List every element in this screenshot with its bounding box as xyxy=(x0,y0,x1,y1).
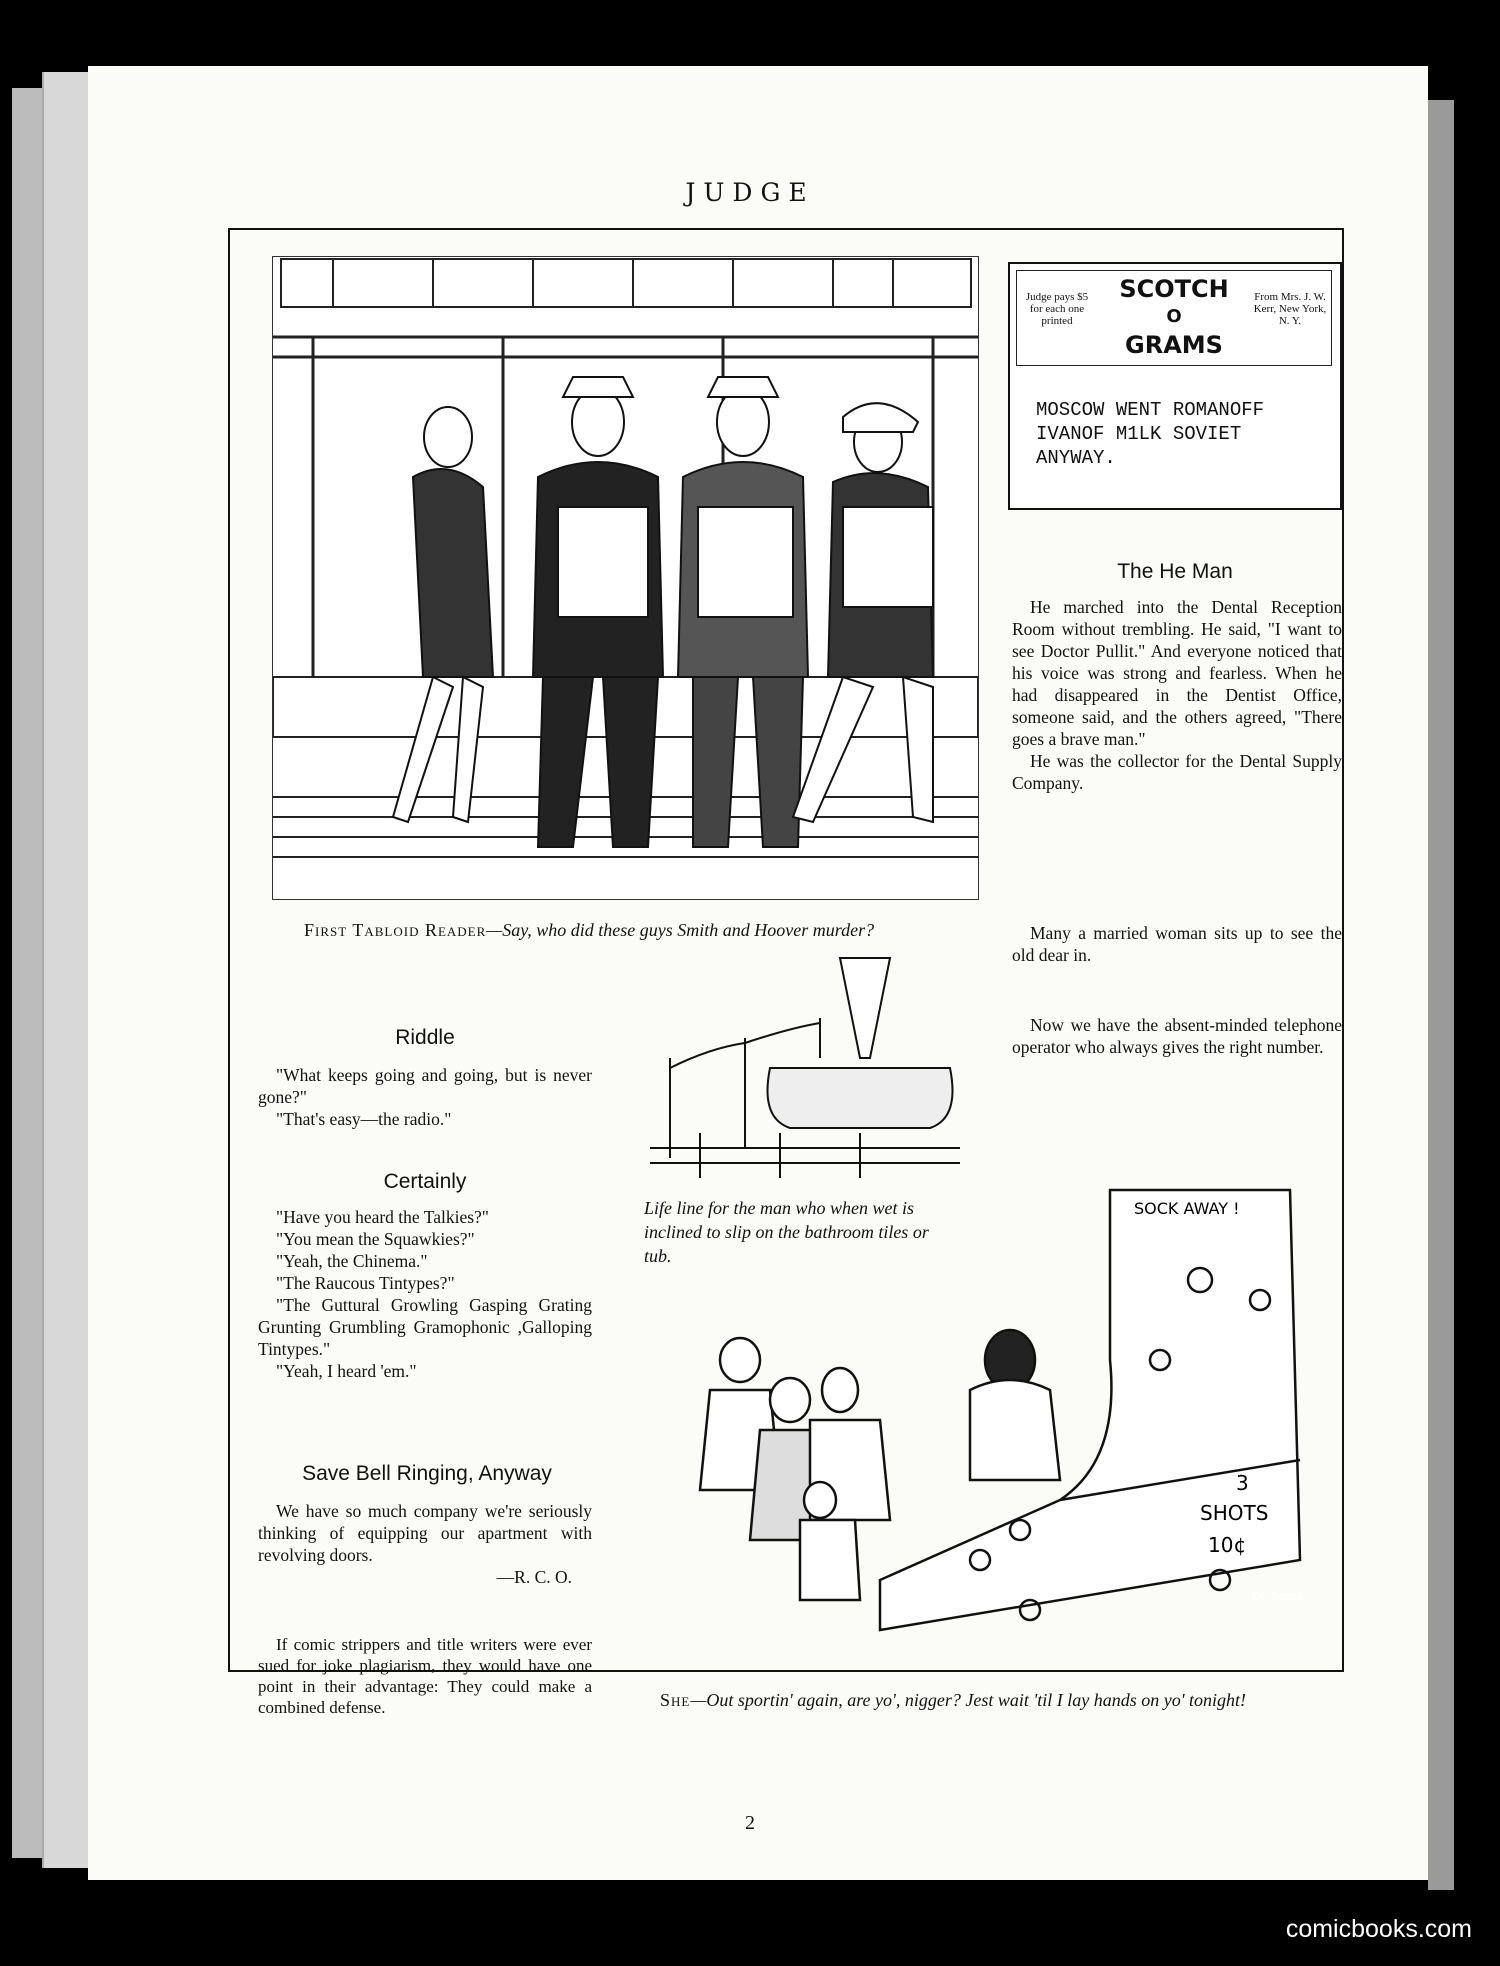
certainly-line: "Yeah, the Chinema." xyxy=(276,1251,428,1271)
riddle-text xyxy=(258,1064,592,1130)
message-line: IVANOF M1LK SOVIET xyxy=(1036,423,1242,445)
married-woman-text: Many a married woman sits up to see the old dear in. xyxy=(1012,923,1342,965)
bell-ringing-body: We have so much company we're seriously thinking of equipping our apartment with revolving doors. xyxy=(258,1501,592,1565)
scotch-o-grams-header xyxy=(1016,270,1332,366)
telephone-text: Now we have the absent-minded telephone operator who always gives the right number. xyxy=(1012,1015,1342,1057)
certainly-line: "Yeah, I heard 'em." xyxy=(276,1361,417,1381)
subway-caption-line: —Say, who did these guys Smith and Hoover murder? xyxy=(486,920,875,940)
sock-away-sign: SOCK AWAY ! xyxy=(1134,1199,1240,1218)
bell-ringing-signature: —R. C. O. xyxy=(496,1567,572,1587)
bathtub-cartoon-drawing xyxy=(640,948,970,1178)
message-line: MOSCOW WENT ROMANOFF xyxy=(1036,399,1265,421)
comic-strippers-text: If comic strippers and title writers were ever sued for joke plagiarism, they would have one point in their advantage: They could make a combined defense. xyxy=(258,1635,592,1717)
bell-ringing-title: Save Bell Ringing, Anyway xyxy=(302,1462,552,1485)
certainly-line: "The Raucous Tintypes?" xyxy=(276,1273,455,1293)
sock-away-price-line2: SHOTS xyxy=(1200,1501,1269,1525)
scotch-o-grams-box xyxy=(1008,262,1342,510)
telephone-joke xyxy=(1012,1014,1342,1058)
page-number: 2 xyxy=(745,1812,755,1834)
scotch-o-grams-right-note: From Mrs. J. W. Kerr, New York, N. Y. xyxy=(1253,291,1327,327)
scotch-o-grams-logo-line1: SCOTCH xyxy=(1119,275,1229,303)
sock-away-caption-line: —Out sportin' again, are yo', nigger? Jest wait 'til I lay hands on yo' tonight! xyxy=(690,1690,1247,1710)
subway-caption-speaker: First Tabloid Reader xyxy=(304,920,487,940)
sock-away-cartoon xyxy=(640,1160,1330,1660)
bathtub-cartoon xyxy=(640,948,970,1178)
magazine-title: JUDGE xyxy=(685,178,815,207)
certainly-text xyxy=(258,1206,592,1382)
next-page-edge xyxy=(1428,100,1454,1890)
sock-away-artist: Dr. Seuss xyxy=(1252,1590,1304,1603)
riddle-line: "What keeps going and going, but is never gone?" xyxy=(258,1065,592,1107)
subway-cartoon xyxy=(272,256,979,900)
sock-away-price-line3: 10¢ xyxy=(1208,1533,1247,1557)
watermark: comicbooks.com xyxy=(1285,1915,1472,1943)
comic-strippers-joke xyxy=(258,1634,592,1718)
scotch-o-grams-logo-line2: O xyxy=(1166,306,1182,327)
sock-away-caption-speaker: She xyxy=(660,1690,691,1710)
riddle-line: "That's easy—the radio." xyxy=(276,1109,452,1129)
message-line: ANYWAY. xyxy=(1036,447,1116,469)
certainly-line: "You mean the Squawkies?" xyxy=(276,1229,475,1249)
sock-away-caption xyxy=(660,1688,1300,1712)
he-man-body: He marched into the Dental Reception Room without trembling. He said, "I want to see Doctor Pullit." And everyone noticed that his voice was strong and fearless. When he had disappeared in the Dentist Office, someone said, and the others agreed, "There goes a brave man." xyxy=(1012,597,1342,749)
scotch-o-grams-logo xyxy=(1099,275,1249,359)
certainly-line: "The Guttural Growling Gasping Grating Grunting Grumbling Gramophonic ,Galloping Tintypes." xyxy=(258,1295,592,1359)
certainly-line: "Have you heard the Talkies?" xyxy=(276,1207,489,1227)
he-man-title: The He Man xyxy=(1117,560,1233,583)
certainly-title: Certainly xyxy=(383,1170,467,1193)
scotch-o-grams-logo-line3: GRAMS xyxy=(1125,331,1223,359)
scotch-o-grams-message xyxy=(1036,398,1326,470)
subway-cartoon-drawing xyxy=(273,257,978,899)
he-man-story xyxy=(1012,596,1342,794)
scotch-o-grams-left-note: Judge pays $5 for each one printed xyxy=(1025,291,1089,327)
sock-away-drawing xyxy=(640,1160,1330,1660)
married-woman-joke xyxy=(1012,922,1342,966)
subway-caption xyxy=(304,918,954,942)
riddle-title: Riddle xyxy=(395,1026,455,1049)
bell-ringing-text xyxy=(258,1500,592,1588)
lifeline-caption: Life line for the man who when wet is inclined to slip on the bathroom tiles or tub. xyxy=(644,1198,929,1266)
he-man-punchline: He was the collector for the Dental Supply Company. xyxy=(1012,751,1342,793)
sock-away-price-line1: 3 xyxy=(1236,1471,1249,1495)
